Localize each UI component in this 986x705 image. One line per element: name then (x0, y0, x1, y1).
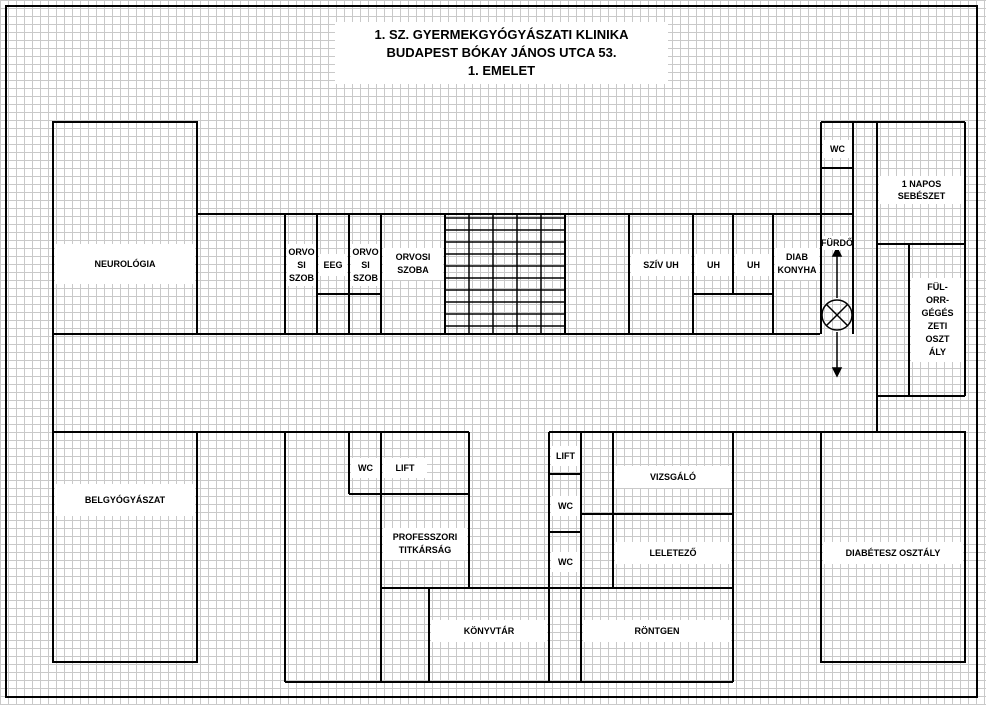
label-professzori-titkarsag: PROFESSZORI TITKÁRSÁG (383, 528, 467, 560)
label-wc-3: WC (551, 552, 580, 572)
room-belgyogyaszat (53, 432, 197, 662)
title-line-3: 1. EMELET (467, 63, 536, 78)
label-orvosi-szob-1: ORVO SI SZOB (287, 244, 316, 286)
label-wc-mid: WC (351, 458, 380, 478)
label-furdo: FÜRDŐ (821, 238, 853, 248)
revolving-door-icon (822, 300, 852, 330)
label-napos-sebeszet: 1 NAPOS SEBÉSZET (879, 176, 964, 204)
label-wc-2: WC (551, 496, 580, 516)
label-vizsgalo: VIZSGÁLÓ (615, 466, 731, 488)
label-uh-2: UH (735, 254, 772, 276)
label-belgyogyaszat: BELGYÓGYÁSZAT (55, 484, 195, 516)
label-diabetesz-osztaly: DIABÉTESZ OSZTÁLY (823, 542, 963, 564)
label-neurologia: NEUROLÓGIA (55, 244, 195, 284)
label-leletezo: LELETEZŐ (615, 542, 731, 564)
title-line-1: 1. SZ. GYERMEKGYÓGYÁSZATI KLINIKA (374, 27, 629, 42)
label-eeg: EEG (319, 254, 347, 276)
title-line-2: BUDAPEST BÓKAY JÁNOS UTCA 53. (386, 45, 617, 60)
arrow-down-icon (833, 332, 841, 376)
room-neurologia (53, 122, 197, 334)
label-ful-orr-gegeszet: FÜL- ORR- GÉGÉS ZETI OSZT ÁLY (911, 278, 964, 362)
label-konyvtar: KÖNYVTÁR (431, 620, 547, 642)
label-rontgen: RÖNTGEN (583, 620, 731, 642)
label-sziv-uh: SZÍV UH (631, 254, 691, 276)
arrow-up-icon (833, 248, 841, 298)
label-lift-2: LIFT (551, 446, 580, 466)
label-lift-1: LIFT (383, 458, 427, 478)
label-orvosi-szoba: ORVOSI SZOBA (383, 248, 443, 280)
label-uh-1: UH (695, 254, 732, 276)
label-orvosi-szob-2: ORVO SI SZOB (351, 244, 380, 286)
label-diab-konyha: DIAB KONYHA (775, 248, 819, 280)
label-wc-top: WC (823, 140, 852, 158)
